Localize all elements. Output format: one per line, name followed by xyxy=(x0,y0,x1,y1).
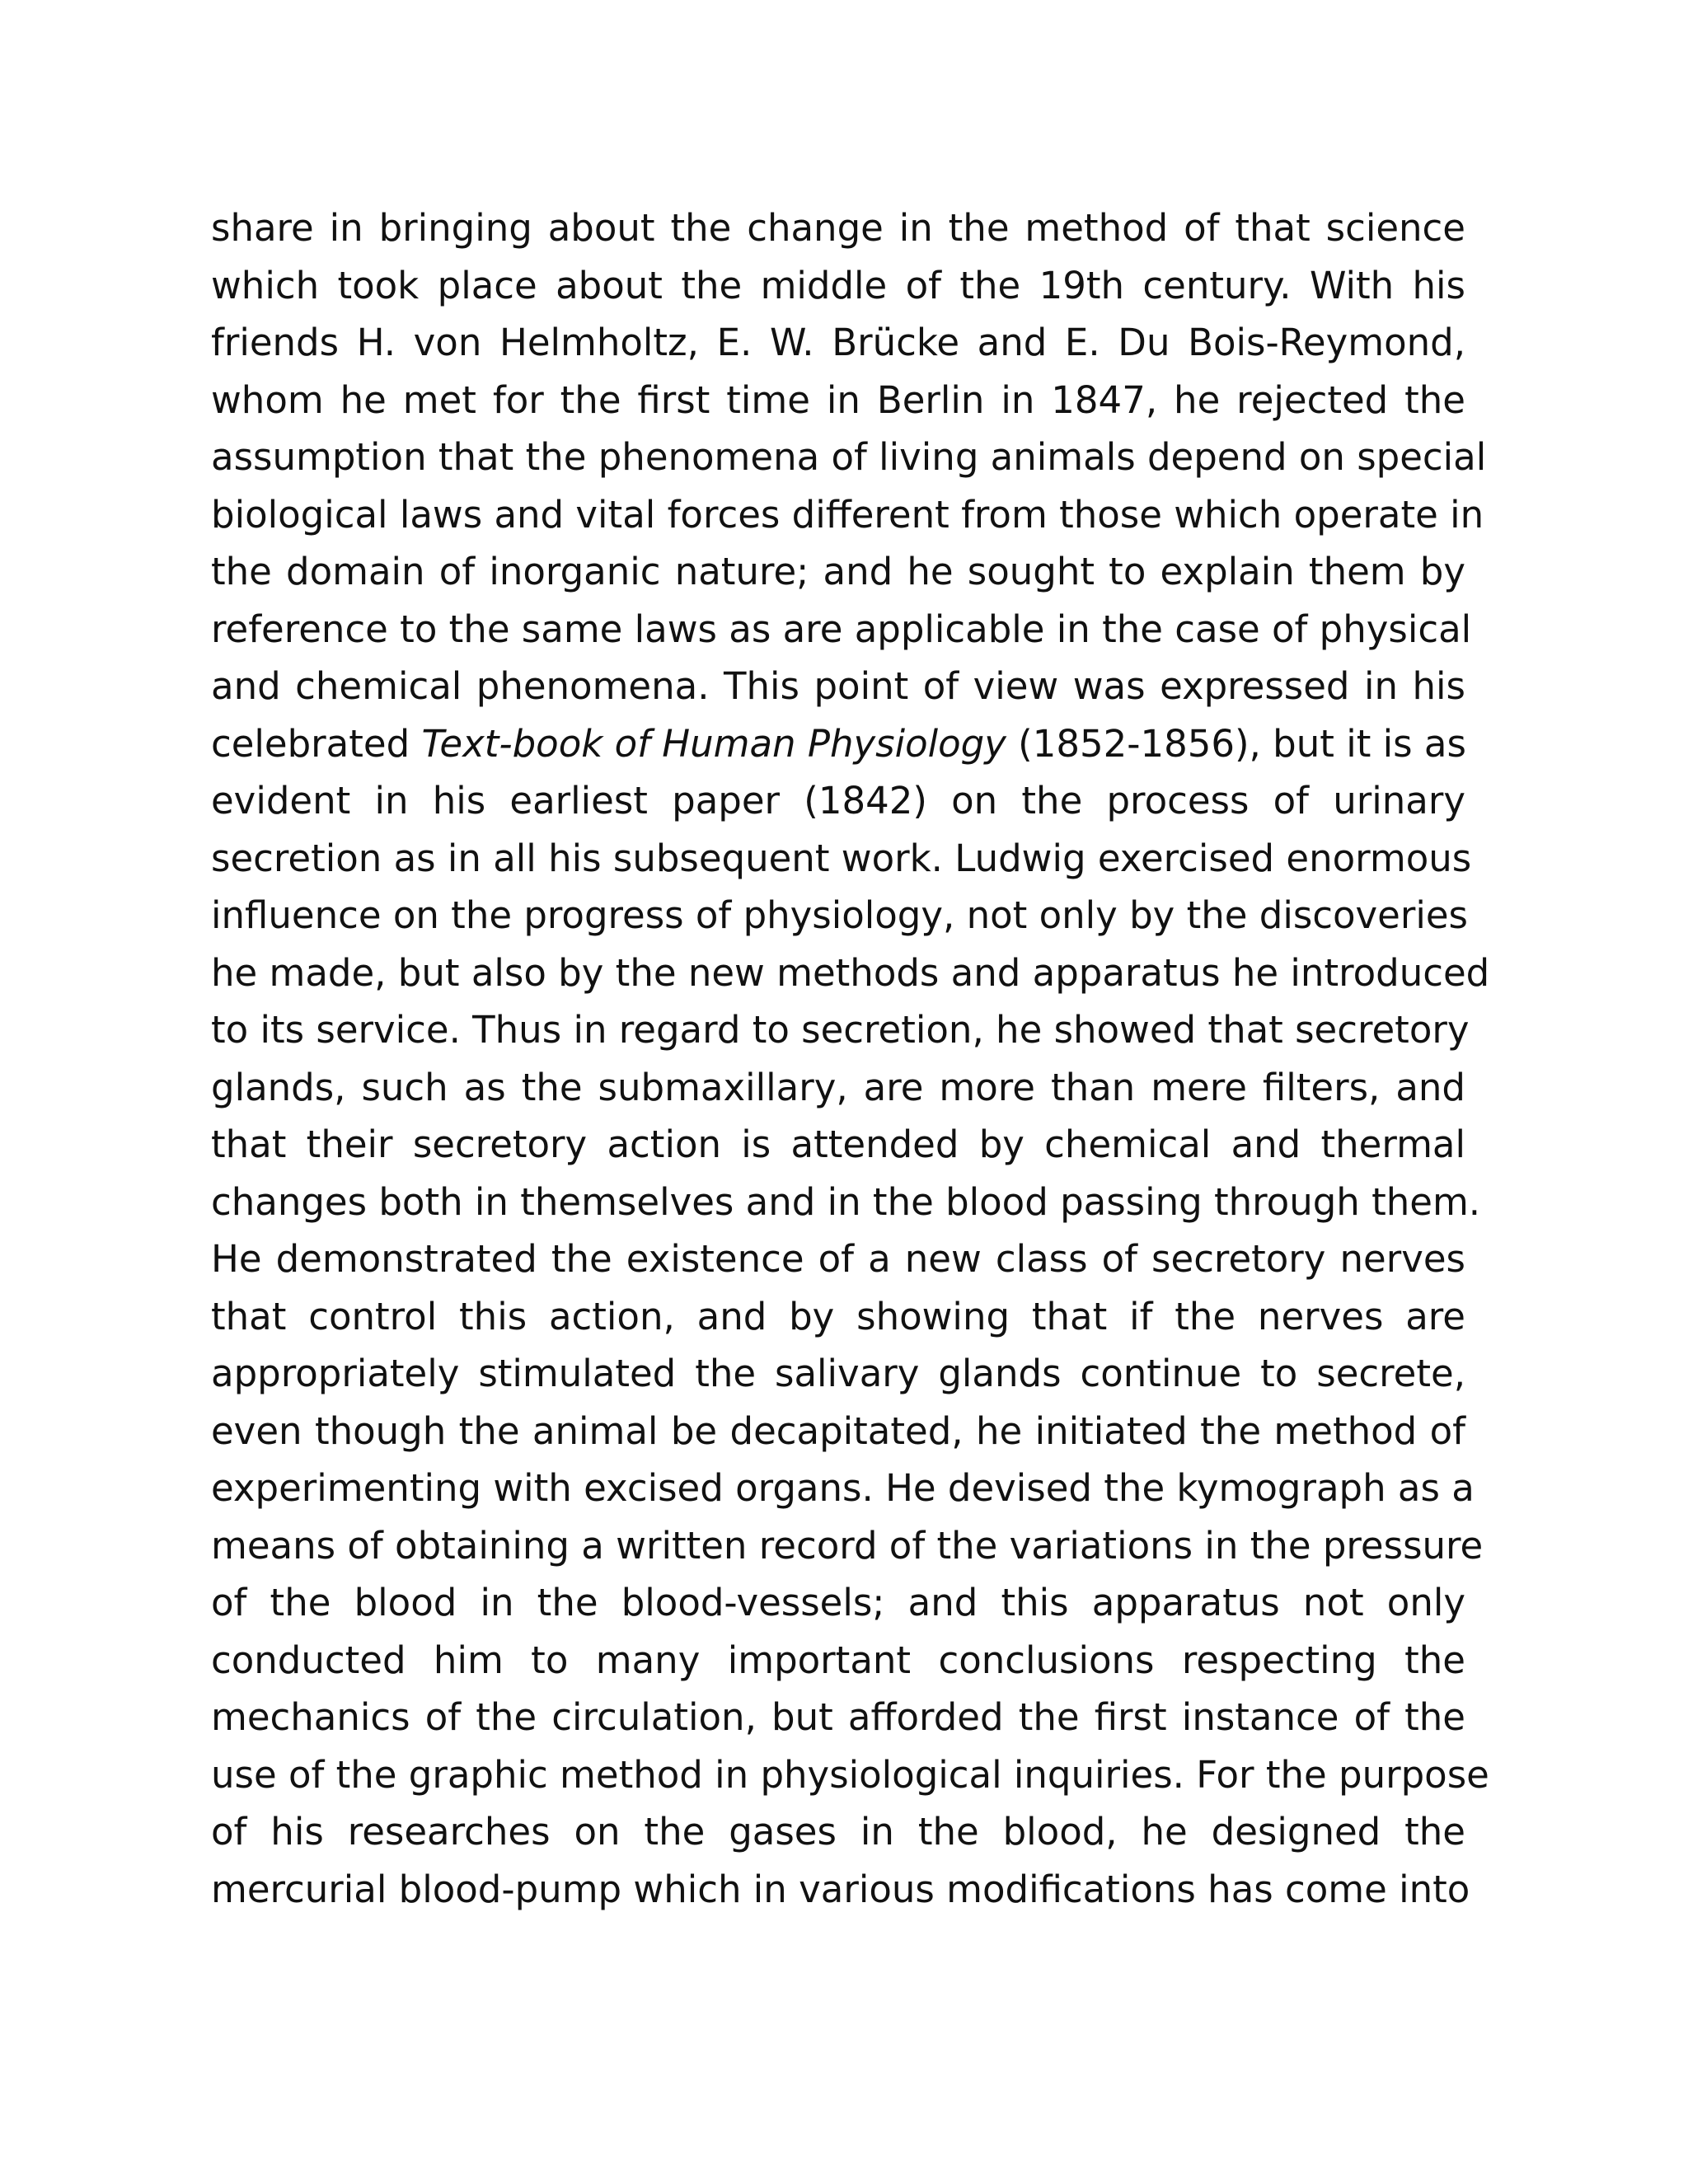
book-title: Text-book of Human Physiology xyxy=(421,721,1006,766)
text-line: share in bringing about the change in the method of that science xyxy=(211,206,1465,250)
text-line: which took place about the middle of the 19th century. With his xyxy=(211,263,1465,307)
text-line: experimenting with excised organs. He devised the kymograph as a xyxy=(211,1466,1475,1510)
text-line: use of the graphic method in physiological inquiries. For the purpose xyxy=(211,1752,1489,1797)
text-line: assumption that the phenomena of living animals depend on special xyxy=(211,435,1487,479)
text-line: to its service. Thus in regard to secretion, he showed that secretory xyxy=(211,1008,1470,1052)
text-line: secretion as in all his subsequent work. Ludwig exercised enormous xyxy=(211,836,1472,880)
text-line: that control this action, and by showing that if the nerves are xyxy=(211,1294,1465,1338)
text-line: whom he met for the first time in Berlin in 1847, he rejected the xyxy=(211,377,1465,422)
text-line: He demonstrated the existence of a new class of secretory nerves xyxy=(211,1237,1465,1281)
text-line: reference to the same laws as are applicable in the case of physical xyxy=(211,607,1472,651)
text-line: of the blood in the blood-vessels; and this apparatus not only xyxy=(211,1581,1465,1624)
text-line: he made, but also by the new methods and apparatus he introduced xyxy=(211,950,1490,995)
text-line: appropriately stimulated the salivary glands continue to secrete, xyxy=(211,1352,1465,1395)
text-line: biological laws and vital forces different from those which operate in xyxy=(211,492,1484,537)
text-line: friends H. von Helmholtz, E. W. Brücke and E. Du Bois-Reymond, xyxy=(211,321,1465,364)
text-line: and chemical phenomena. This point of view was expressed in his xyxy=(211,664,1465,708)
text-line: even though the animal be decapitated, he initiated the method of xyxy=(211,1408,1465,1453)
text-line: mechanics of the circulation, but afforded the first instance of the xyxy=(211,1695,1465,1739)
text-line: of his researches on the gases in the blood, he designed the xyxy=(211,1810,1465,1854)
body-text xyxy=(211,199,1490,1918)
text-line: glands, such as the submaxillary, are more than mere filters, and xyxy=(211,1065,1465,1109)
text-line: that their secretory action is attended by chemical and thermal xyxy=(211,1122,1465,1166)
text-line-with-book-title xyxy=(211,715,1465,773)
text-line: the domain of inorganic nature; and he sought to explain them by xyxy=(211,550,1465,593)
line-text-before-title: celebrated xyxy=(211,721,422,766)
text-line: conducted him to many important conclusions respecting the xyxy=(211,1638,1465,1682)
text-line: evident in his earliest paper (1842) on the process of urinary xyxy=(211,779,1465,823)
line-text-after-title: (1852-1856), but it is as xyxy=(1006,721,1466,766)
text-line: mercurial blood-pump which in various modifications has come into xyxy=(211,1867,1470,1911)
text-line: changes both in themselves and in the blood passing through them. xyxy=(211,1179,1481,1224)
text-line: means of obtaining a written record of the variations in the pressure xyxy=(211,1523,1484,1568)
text-line: influence on the progress of physiology, not only by the discoveries xyxy=(211,893,1468,937)
